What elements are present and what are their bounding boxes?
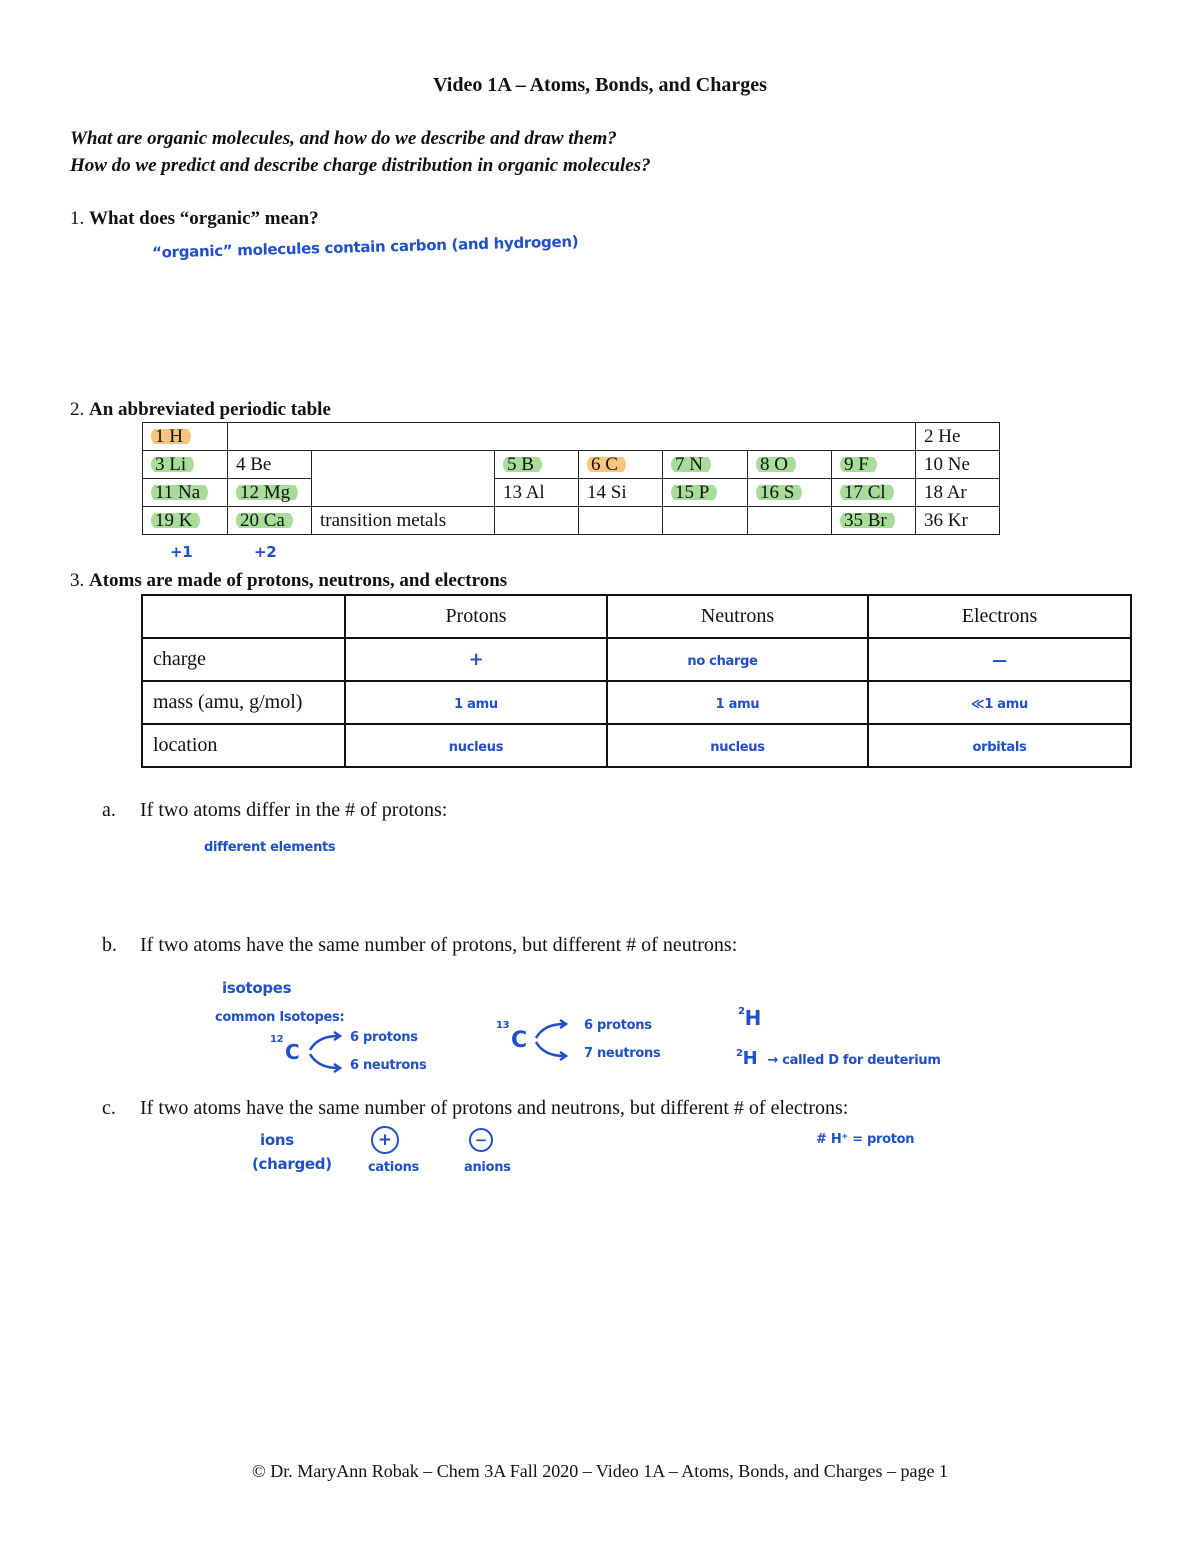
element-br: 35 Br xyxy=(840,510,895,531)
ions-note: ions xyxy=(260,1131,294,1149)
table-row xyxy=(142,681,1131,724)
page-footer: © Dr. MaryAnn Robak – Chem 3A Fall 2020 – Video 1A – Atoms, Bonds, and Charges – page 1 xyxy=(252,1461,948,1481)
isotopes-note: isotopes xyxy=(222,979,292,997)
item-b-text: If two atoms have the same number of protons, but different # of neutrons: xyxy=(140,934,738,956)
element-he: 2 He xyxy=(924,425,961,447)
cations-note: cations xyxy=(368,1160,419,1175)
element-na: 11 Na xyxy=(151,482,208,503)
electrons-charge: — xyxy=(992,651,1007,669)
guiding-question-2: How do we predict and describe charge distribution in organic molecules? xyxy=(70,155,651,176)
deuterium-note: $^2$H → called D for deuterium xyxy=(736,1048,941,1069)
page-title: Video 1A – Atoms, Bonds, and Charges xyxy=(433,74,767,96)
item-b xyxy=(102,934,737,957)
branch-arrows-icon xyxy=(308,1030,348,1074)
item-c xyxy=(102,1097,848,1120)
h-plus-note: # H⁺ = proton xyxy=(816,1132,915,1147)
table-row xyxy=(142,638,1131,681)
col-electrons: Electrons xyxy=(868,595,1131,638)
section-1-heading xyxy=(70,208,319,230)
element-ne: 10 Ne xyxy=(924,453,970,475)
element-si: 14 Si xyxy=(587,481,627,503)
electrons-location: orbitals xyxy=(972,740,1027,755)
electrons-mass: ≪1 amu xyxy=(971,697,1028,712)
col-neutrons: Neutrons xyxy=(607,595,868,638)
neutrons-mass: 1 amu xyxy=(715,697,760,712)
table-header-row xyxy=(142,595,1131,638)
group2-charge-note: +2 xyxy=(254,543,277,561)
element-b: 5 B xyxy=(503,454,542,475)
common-isotopes-note: common Isotopes: xyxy=(215,1010,345,1025)
section-2-heading xyxy=(70,399,331,421)
carbon-13-note: 13 C 6 protons 7 neutrons xyxy=(496,1018,661,1061)
item-a xyxy=(102,799,447,822)
carbon-12-note: 12 C 6 protons 6 neutrons xyxy=(270,1030,427,1073)
element-cl: 17 Cl xyxy=(840,482,894,503)
guiding-question-1: What are organic molecules, and how do we describe and draw them? xyxy=(70,128,617,149)
section-1-answer: “organic” molecules contain carbon (and hydrogen) xyxy=(151,232,579,262)
protons-mass: 1 amu xyxy=(454,697,498,712)
item-b-label: b. xyxy=(102,934,117,956)
cation-circle xyxy=(371,1126,399,1154)
cell-h xyxy=(143,423,228,451)
periodic-table xyxy=(142,422,1000,535)
section-1-number: 1. xyxy=(70,208,85,229)
neutrons-location: nucleus xyxy=(710,740,765,755)
col-protons: Protons xyxy=(345,595,607,638)
element-ca: 20 Ca xyxy=(236,510,293,531)
element-h: 1 H xyxy=(151,426,191,447)
neutrons-charge: no charge xyxy=(687,654,758,669)
item-c-text: If two atoms have the same number of protons and neutrons, but different # of electrons: xyxy=(140,1097,849,1119)
element-o: 8 O xyxy=(756,454,796,475)
protons-location: nucleus xyxy=(448,740,504,755)
plus-circle-icon: + xyxy=(371,1126,399,1154)
element-li: 3 Li xyxy=(151,454,194,475)
section-3-title: Atoms are made of protons, neutrons, and electrons xyxy=(89,570,508,591)
item-c-label: c. xyxy=(102,1097,116,1119)
subatomic-particles-table xyxy=(141,594,1132,768)
section-3-number: 3. xyxy=(70,570,85,591)
branch-arrows-icon xyxy=(534,1018,574,1062)
element-kr: 36 Kr xyxy=(924,509,968,531)
element-n: 7 N xyxy=(671,454,711,475)
item-a-label: a. xyxy=(102,799,116,821)
anion-circle xyxy=(469,1128,493,1152)
row-label-mass: mass (amu, g/mol) xyxy=(142,681,345,724)
item-a-text: If two atoms differ in the # of protons: xyxy=(140,799,448,821)
element-mg: 12 Mg xyxy=(236,482,298,503)
charged-note: (charged) xyxy=(252,1155,332,1173)
element-be: 4 Be xyxy=(236,453,272,475)
protons-charge: + xyxy=(468,649,484,670)
cell-he xyxy=(916,423,1000,451)
element-c: 6 C xyxy=(587,454,626,475)
section-2-number: 2. xyxy=(70,399,85,420)
element-p: 15 P xyxy=(671,482,717,503)
element-s: 16 S xyxy=(756,482,802,503)
section-1-title: What does “organic” mean? xyxy=(89,208,319,229)
section-2-title: An abbreviated periodic table xyxy=(89,399,331,420)
transition-metals-label: transition metals xyxy=(320,509,447,531)
element-ar: 18 Ar xyxy=(924,481,967,503)
group1-charge-note: +1 xyxy=(170,543,193,561)
item-a-answer: different elements xyxy=(204,840,336,855)
table-row xyxy=(142,724,1131,767)
element-k: 19 K xyxy=(151,510,200,531)
row-label-charge: charge xyxy=(142,638,345,681)
anions-note: anions xyxy=(464,1160,511,1175)
element-al: 13 Al xyxy=(503,481,545,503)
row-label-location: location xyxy=(142,724,345,767)
minus-circle-icon: − xyxy=(469,1128,493,1152)
element-f: 9 F xyxy=(840,454,877,475)
deuterium-symbol: $^2$H xyxy=(738,1006,762,1030)
section-3-heading xyxy=(70,570,507,592)
